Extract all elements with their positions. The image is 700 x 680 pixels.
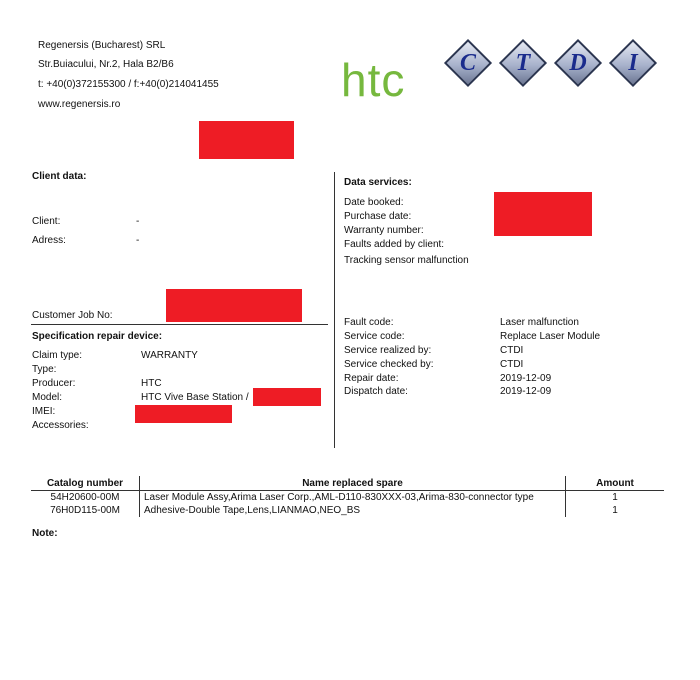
model-label: Model: bbox=[32, 392, 63, 403]
client-heading: Client data: bbox=[32, 171, 87, 182]
model-value: HTC Vive Base Station / bbox=[141, 392, 249, 403]
service-code-label: Service code: bbox=[344, 331, 405, 342]
faults-value: Tracking sensor malfunction bbox=[344, 255, 469, 266]
section-divider bbox=[334, 172, 335, 448]
redacted-service-data bbox=[494, 192, 592, 236]
redacted-serial bbox=[253, 388, 321, 406]
company-name: Regenersis (Bucharest) SRL bbox=[38, 40, 166, 51]
catalog-number-cell: 76H0D115-00M bbox=[50, 505, 120, 516]
table-row bbox=[31, 491, 664, 505]
claim-type-value: WARRANTY bbox=[141, 350, 198, 361]
amount-cell: 1 bbox=[566, 491, 665, 505]
ctdi-letter-i: I bbox=[628, 50, 638, 76]
company-address: Str.Buiacului, Nr.2, Hala B2/B6 bbox=[38, 59, 174, 70]
producer-value: HTC bbox=[141, 378, 162, 389]
spare-name-cell: Adhesive-Double Tape,Lens,LIANMAO,NEO_BS bbox=[140, 504, 566, 517]
producer-label: Producer: bbox=[32, 378, 76, 389]
address-value: - bbox=[136, 235, 140, 246]
amount-cell: 1 bbox=[566, 504, 665, 517]
company-phone: t: +40(0)372155300 / f:+40(0)214041455 bbox=[38, 79, 219, 90]
client-underline bbox=[31, 324, 328, 325]
repair-date-label: Repair date: bbox=[344, 373, 399, 384]
spare-name-cell: Laser Module Assy,Arima Laser Corp.,AML-D110-830XXX-03,Arima-830-connector type bbox=[140, 491, 566, 505]
claim-type-label: Claim type: bbox=[32, 350, 83, 361]
redacted-job-number bbox=[166, 289, 302, 322]
imei-label: IMEI: bbox=[32, 406, 56, 417]
spare-name-header: Name replaced spare bbox=[140, 476, 566, 491]
dispatch-date-value: 2019-12-09 bbox=[500, 386, 552, 397]
ctdi-letter-d: D bbox=[569, 50, 587, 76]
warranty-number-label: Warranty number: bbox=[344, 225, 424, 236]
customer-job-label: Customer Job No: bbox=[32, 310, 113, 321]
redacted-imei bbox=[135, 405, 232, 423]
htc-logo: htc bbox=[341, 54, 406, 106]
type-label: Type: bbox=[32, 364, 57, 375]
ctdi-letter-c: C bbox=[459, 50, 476, 76]
spares-header-row bbox=[31, 476, 664, 491]
client-value: - bbox=[136, 216, 140, 227]
service-realized-label: Service realized by: bbox=[344, 345, 432, 356]
date-booked-label: Date booked: bbox=[344, 197, 404, 208]
company-website: www.regenersis.ro bbox=[38, 99, 121, 110]
spares-table bbox=[31, 476, 664, 517]
dispatch-date-label: Dispatch date: bbox=[344, 386, 408, 397]
catalog-number-header: Catalog number bbox=[31, 476, 140, 491]
device-heading: Specification repair device: bbox=[32, 331, 163, 342]
repair-date-value: 2019-12-09 bbox=[500, 373, 552, 384]
service-checked-label: Service checked by: bbox=[344, 359, 434, 370]
address-label: Adress: bbox=[32, 235, 66, 246]
client-label: Client: bbox=[32, 216, 61, 227]
service-checked-value: CTDI bbox=[500, 359, 524, 370]
ctdi-letter-t: T bbox=[515, 50, 531, 76]
amount-header: Amount bbox=[566, 476, 665, 491]
fault-code-value: Laser malfunction bbox=[500, 317, 579, 328]
services-heading: Data services: bbox=[344, 177, 412, 188]
redacted-barcode bbox=[199, 121, 294, 159]
purchase-date-label: Purchase date: bbox=[344, 211, 412, 222]
service-realized-value: CTDI bbox=[500, 345, 524, 356]
fault-code-label: Fault code: bbox=[344, 317, 394, 328]
service-code-value: Replace Laser Module bbox=[500, 331, 601, 342]
note-label: Note: bbox=[32, 528, 58, 539]
catalog-number-cell: 54H20600-00M bbox=[50, 492, 120, 503]
accessories-label: Accessories: bbox=[32, 420, 89, 431]
faults-label: Faults added by client: bbox=[344, 239, 445, 250]
table-row bbox=[31, 504, 664, 517]
